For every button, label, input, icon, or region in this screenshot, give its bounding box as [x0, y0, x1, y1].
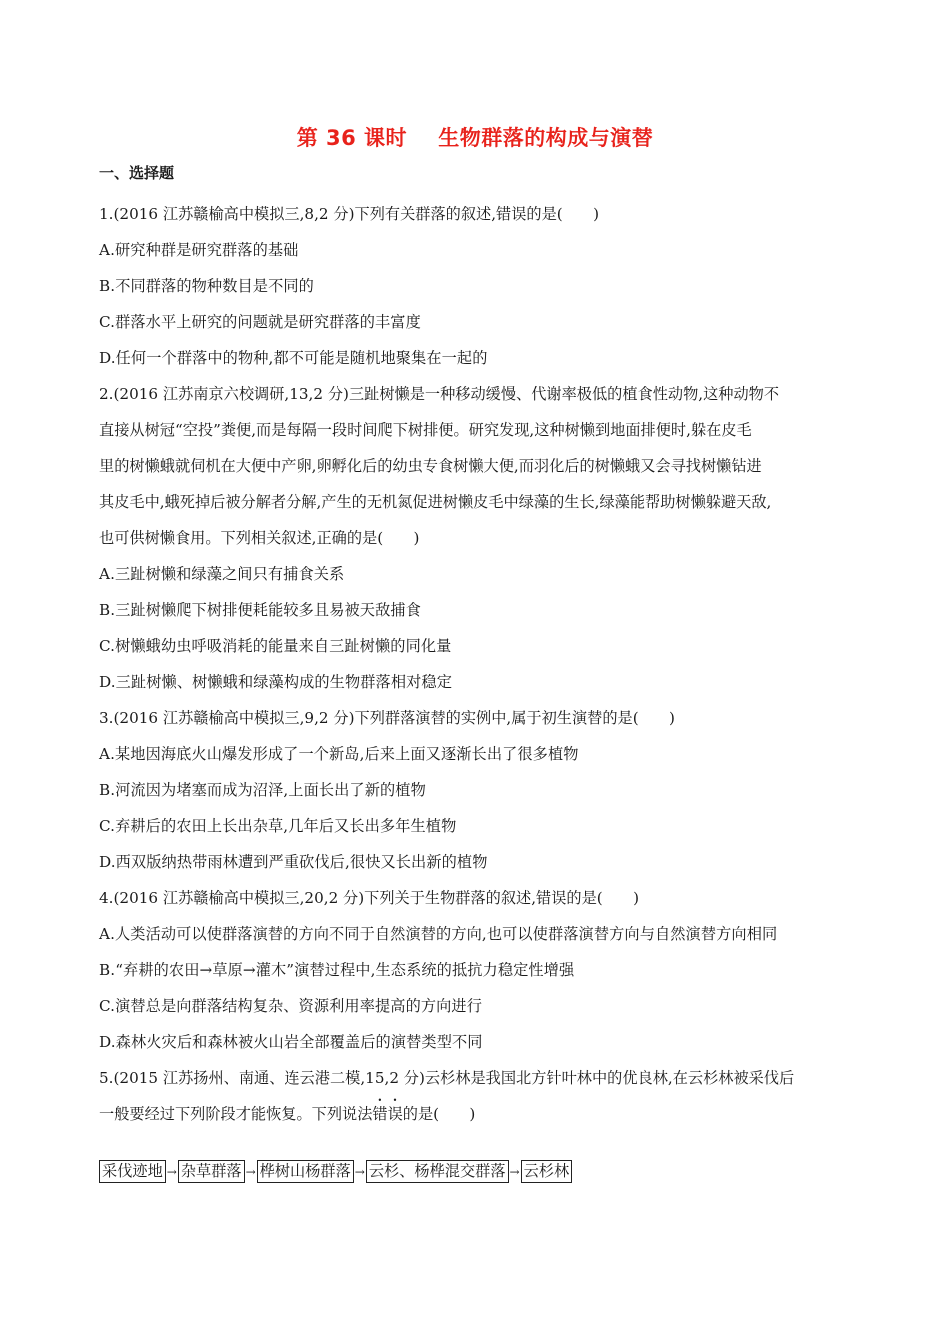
flow-stage-4: 云杉、杨桦混交群落 [366, 1160, 509, 1183]
option-a: A.三趾树懒和绿藻之间只有捕食关系 [99, 565, 345, 583]
question-stem-line: 直接从树冠“空投”粪便,而是每隔一段时间爬下树排便。研究发现,这种树懒到地面排便时,躲在皮毛 [99, 421, 752, 439]
emphasized-word: 错误 [372, 1105, 403, 1123]
option-a: A.研究种群是研究群落的基础 [99, 241, 299, 259]
question-stem: 3.(2016 江苏赣榆高中模拟三,9,2 分)下列群落演替的实例中,属于初生演替的是( ) [99, 709, 675, 727]
flow-stage-3: 桦树山杨群落 [257, 1160, 354, 1183]
question-stem-line: 其皮毛中,蛾死掉后被分解者分解,产生的无机氮促进树懒皮毛中绿藻的生长,绿藻能帮助树懒躲避天敌, [99, 493, 772, 511]
flow-stage-2: 杂草群落 [178, 1160, 245, 1183]
question-5 [99, 1060, 859, 1132]
flow-stage-1: 采伐迹地 [99, 1160, 166, 1183]
option-c: C.树懒蛾幼虫呼吸消耗的能量来自三趾树懒的同化量 [99, 637, 452, 655]
question-stem-line [99, 1096, 859, 1132]
option-d: D.三趾树懒、树懒蛾和绿藻构成的生物群落相对稳定 [99, 673, 452, 691]
question-stem: 4.(2016 江苏赣榆高中模拟三,20,2 分)下列关于生物群落的叙述,错误的是( ) [99, 889, 640, 907]
option-b: B.三趾树懒爬下树排便耗能较多且易被天敌捕食 [99, 601, 421, 619]
question-stem-line: 也可供树懒食用。下列相关叙述,正确的是( ) [99, 529, 420, 547]
option-d: D.森林火灾后和森林被火山岩全部覆盖后的演替类型不同 [99, 1033, 483, 1051]
arrow-icon: → [354, 1164, 365, 1179]
question-stem: 1.(2016 江苏赣榆高中模拟三,8,2 分)下列有关群落的叙述,错误的是( ) [99, 205, 599, 223]
question-1 [99, 196, 859, 376]
question-3 [99, 700, 859, 880]
option-a: A.某地因海底火山爆发形成了一个新岛,后来上面又逐渐长出了很多植物 [99, 745, 579, 763]
stem-text: 的是( ) [402, 1105, 476, 1123]
question-4 [99, 880, 859, 1060]
option-d: D.任何一个群落中的物种,都不可能是随机地聚集在一起的 [99, 349, 488, 367]
option-b: B.不同群落的物种数目是不同的 [99, 277, 314, 295]
question-stem-line: 里的树懒蛾就伺机在大便中产卵,卵孵化后的幼虫专食树懒大便,而羽化后的树懒蛾又会寻找树懒钻进 [99, 457, 762, 475]
arrow-icon: → [245, 1164, 256, 1179]
option-a: A.人类活动可以使群落演替的方向不同于自然演替的方向,也可以使群落演替方向与自然演替方向相同 [99, 925, 778, 943]
option-c: C.群落水平上研究的问题就是研究群落的丰富度 [99, 313, 421, 331]
option-b: B.“弃耕的农田→草原→灌木”演替过程中,生态系统的抵抗力稳定性增强 [99, 961, 575, 979]
option-c: C.弃耕后的农田上长出杂草,几年后又长出多年生植物 [99, 817, 457, 835]
arrow-icon: → [166, 1164, 177, 1179]
succession-flow [99, 1160, 572, 1183]
stem-text: 一般要经过下列阶段才能恢复。下列说法 [99, 1105, 373, 1123]
page-title: 第 36 课时 生物群落的构成与演替 [296, 126, 654, 150]
question-stem-line: 5.(2015 江苏扬州、南通、连云港二模,15,2 分)云杉林是我国北方针叶林中的优良林,在云杉林被采伐后 [99, 1069, 795, 1087]
option-c: C.演替总是向群落结构复杂、资源利用率提高的方向进行 [99, 997, 483, 1015]
arrow-icon: → [509, 1164, 520, 1179]
question-2 [99, 376, 859, 700]
question-list [99, 196, 859, 1132]
option-b: B.河流因为堵塞而成为沼泽,上面长出了新的植物 [99, 781, 426, 799]
flow-stage-5: 云杉林 [521, 1160, 573, 1183]
section-heading: 一、选择题 [99, 164, 175, 182]
option-d: D.西双版纳热带雨林遭到严重砍伐后,很快又长出新的植物 [99, 853, 488, 871]
question-stem-line: 2.(2016 江苏南京六校调研,13,2 分)三趾树懒是一种移动缓慢、代谢率极低的植食性动物,这种动物不 [99, 385, 780, 403]
